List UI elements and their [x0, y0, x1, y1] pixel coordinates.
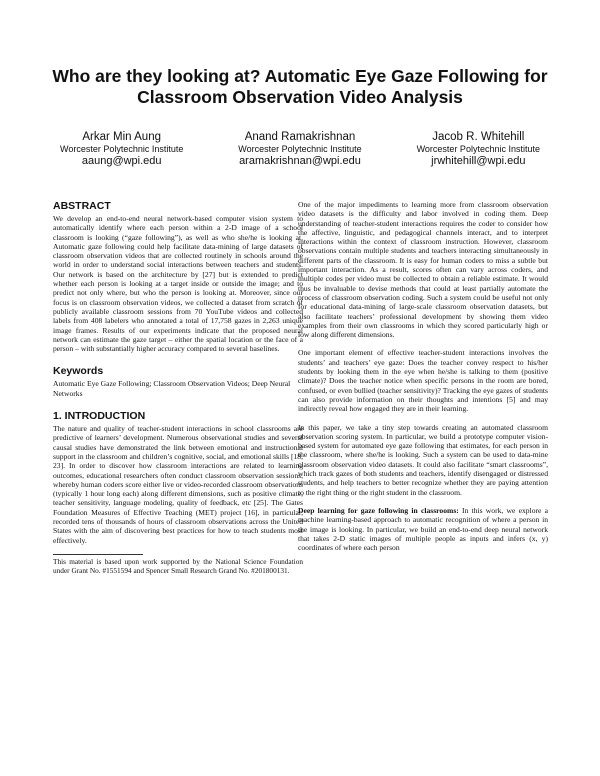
paragraph: One important element of effective teacher-student interactions involves the students’ and teachers’ eye gaze: Does the teacher convey respect to his/her students by looking them in the eye when he/she is talking to them (positive climate)? Does the teacher notice when specific persons in the room are bored, confused, or even bullied (teacher sensitivity)? Tracking the eye gazes of students can also provide information on their thoughts and intentions [5] and may indirectly reveal how engaged they are in their learning. [298, 348, 548, 414]
author-list [60, 130, 540, 168]
introduction-heading: 1. INTRODUCTION [53, 410, 146, 423]
author-email: aaung@wpi.edu [81, 155, 162, 167]
right-column [298, 200, 548, 552]
introduction-text: The nature and quality of teacher-student interactions in school classrooms are predictive of learners’ development. Numerous observational studies and several causal studies have demonstrated the link between emotional and instructional support in the classroom and children’s cognitive, social, and emotional skills [18, 23]. In order to discover how classroom interactions are related to learning outcomes, educational researchers often conduct classroom observation sessions, whereby human coders score either live or video-recorded classroom observations (typically 1 hour long each) along different dimensions, such as positive climate, teacher sensitivity, language modeling, quality of feedback, etc [25]. The Gates Foundation Measures of Effective Teaching (MET) project [16], in particular, recorded tens of thousands of hours of classroom observations across the United States with the aim of discovering best practices for how to teach students most effectively. [53, 424, 303, 545]
paragraph: In this paper, we take a tiny step towards creating an automated classroom observation scoring system. In particular, we build a prototype computer vision-based system for automated eye gaze following that estimates, for each person in the classroom, where she/he is looking. Such a system can be used to data-mine classroom observation video datasets. It could also facilitate “smart classrooms”, which track gazes of both students and teachers, identify disengaged or distressed students, and help teachers to better recognize whether they are paying attention to the right thing or the right student in the classroom. [298, 422, 548, 497]
paragraph: One of the major impediments to learning more from classroom observation video datasets is the difficulty and labor involved in coding them. Deep understanding of teacher-student interactions requires the coder to consider how the affective, linguistic, and pedagogical channels interact, and to interpret interactions within the context of classroom instruction. However, classroom observations contain multiple students and teachers interacting simultaneously in different parts of the classroom. It is easy for human coders to miss a subtle but important interaction. As a result, scores often can vary across coders, and multiple codes per video must be collected to obtain a reliable estimate. It would thus be invaluable to devise methods that could at least partially automate the process of classroom observation coding. Such a system could be useful not only for educational data-mining of large-scale classroom observation datasets, but also facilitate teachers’ professional development by showing them video examples from their own classrooms in which they scored particularly high or low along different dimensions. [298, 200, 548, 340]
keywords-text: Automatic Eye Gaze Following; Classroom Observation Videos; Deep Neural Networks [53, 379, 291, 398]
paper-title: Who are they looking at? Automatic Eye Gaze Following for Classroom Observation Video Analysis [52, 66, 548, 107]
left-column [53, 200, 303, 575]
author-email: jrwhitehill@wpi.edu [431, 155, 526, 167]
keywords-heading: Keywords [53, 365, 104, 378]
footnote-text: This material is based upon work supported by the National Science Foundation under Grant No. #1551594 and Spencer Small Research Grand No. #201800131. [53, 556, 303, 575]
author-email: aramakrishnan@wpi.edu [239, 155, 361, 167]
footnote-rule [53, 554, 143, 555]
author-affiliation: Worcester Polytechnic Institute [416, 144, 540, 154]
author-name: Jacob R. Whitehill [432, 131, 525, 143]
abstract-text: We develop an end-to-end neural network-based computer vision system to automatically identify where each person within a 2-D image of a school classroom is looking (“gaze following”), as well as who she/he is looking at. Automatic gaze following could help facilitate data-mining of large datasets of classroom observation videos that are collected routinely in schools around the world in order to understand social interactions between teachers and students. Our network is based on the architecture by [27] but is extended to predict whether each person is looking at a target inside or outside the image; and to predict not only where, but who the person is looking at. Moreover, since our focus is on classroom observation videos, we collected a dataset from scratch of publicly available classroom sessions from 70 YouTube videos and collected labels from 408 labelers who annotated a total of 17,758 gazes in 2,263 unique image frames. Results of our experiments indicate that the proposed neural network can estimate the gaze target – either the spatial location or the face of a person – with substantially higher accuracy compared to several baselines. [53, 214, 303, 354]
author-1 [60, 130, 183, 168]
paragraph-lead: Deep learning for gaze following in classrooms: [298, 505, 459, 515]
author-affiliation: Worcester Polytechnic Institute [60, 144, 184, 154]
paragraph [298, 506, 548, 552]
paragraph-body: In this work, we explore a machine learning-based approach to automatic recognition of where a person in the image is looking. In particular, we build an end-to-end deep neural network that takes 2-D static images of multiple people as inputs and infers (x, y) coordinates of where each person [298, 505, 548, 553]
author-name: Arkar Min Aung [82, 131, 161, 143]
abstract-heading: ABSTRACT [53, 200, 111, 212]
author-name: Anand Ramakrishnan [244, 131, 356, 143]
author-2 [238, 130, 361, 168]
author-3 [417, 130, 540, 168]
author-affiliation: Worcester Polytechnic Institute [238, 144, 362, 154]
